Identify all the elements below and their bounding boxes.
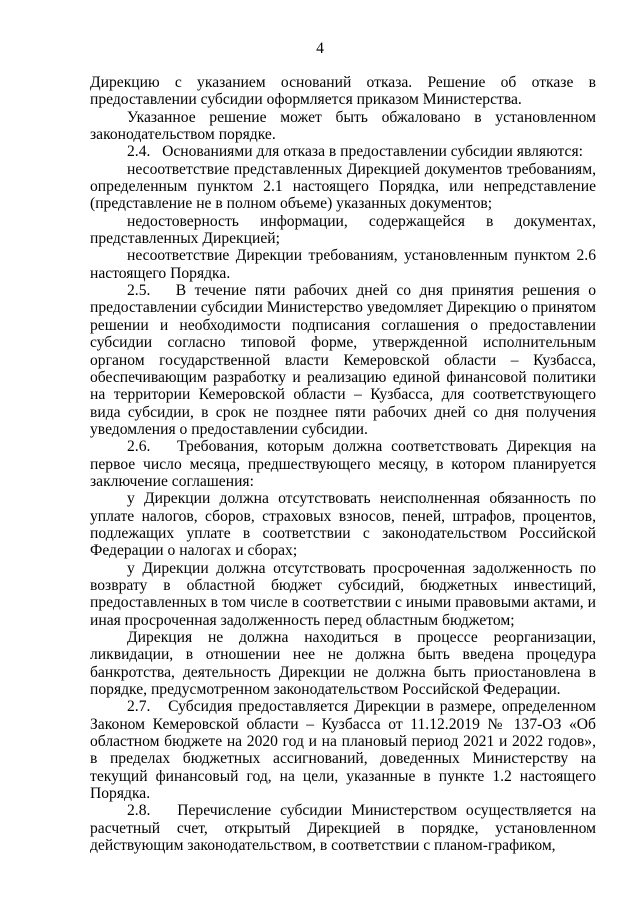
paragraph-2-6-item-2: у Дирекции должна отсутствовать просроченная задолженность по возврату в областной бюджет субсидий, бюджетных инвестиций, предоставленных в том числе в соответствии с иными правовыми актами, и иная просроченная задолженность перед областным бюджетом;	[90, 559, 596, 629]
document-body	[90, 74, 596, 854]
paragraph-2-4-item-1: несоответствие представленных Дирекцией документов требованиям, определенным пунктом 2.1 настоящего Порядка, или непредставление (представление не в полном объеме) указанных документов;	[90, 160, 596, 213]
paragraph-2-8: 2.8. Перечисление субсидии Министерством осуществляется на расчетный счет, открытый Дирекцией в порядке, установленном действующим законодательством, в соответствии с планом-графиком,	[90, 802, 596, 855]
paragraph-continuation: Дирекцию с указанием оснований отказа. Решение об отказе в предоставлении субсидии оформляется приказом Министерства.	[90, 74, 596, 109]
paragraph-2-4-item-2: недостоверность информации, содержащейся в документах, представленных Дирекцией;	[90, 212, 596, 248]
paragraph-2-6-item-3: Дирекция не должна находиться в процессе реорганизации, ликвидации, в отношении нее не должна быть введена процедура банкротства, деятельность Дирекции не должна быть приостановлена в порядке, предусмотренном законодательством Российской Федерации.	[90, 629, 596, 699]
page-number: 4	[316, 40, 324, 57]
paragraph-2-7: 2.7. Субсидия предоставляется Дирекции в размере, определенном Законом Кемеровской области – Кузбасса от 11.12.2019 № 137-ОЗ «Об областном бюджете на 2020 год и на плановый период 2021 и 2022 годов», в пределах бюджетных ассигнований, доведенных Министерству на текущий финансовый год, на цели, указанные в пункте 1.2 настоящего Порядка.	[90, 698, 596, 803]
paragraph-2-4-item-3: несоответствие Дирекции требованиям, установленным пунктом 2.6 настоящего Порядка.	[90, 247, 596, 282]
paragraph-appeal: Указанное решение может быть обжаловано в установленном законодательством порядке.	[90, 108, 596, 144]
paragraph-2-6: 2.6. Требования, которым должна соответствовать Дирекция на первое число месяца, предшествующего месяцу, в котором планируется заключение соглашения:	[90, 438, 596, 490]
paragraph-2-5: 2.5. В течение пяти рабочих дней со дня принятия решения о предоставлении субсидии Министерство уведомляет Дирекцию о принятом решении и необходимости подписания соглашения о предоставлении субсидии согласно типовой форме, утвержденной исполнительным органом государственной власти Кемеровской области – Кузбасса, обеспечивающим разработку и реализацию единой финансовой политики на территории Кемеровской области – Кузбасса, для соответствующего вида субсидии, в срок не позднее пяти рабочих дней со дня получения уведомления о предоставлении субсидии.	[90, 282, 596, 438]
paragraph-2-4: 2.4. Основаниями для отказа в предоставлении субсидии являются:	[127, 143, 583, 161]
paragraph-2-6-item-1: у Дирекции должна отсутствовать неисполненная обязанность по уплате налогов, сборов, страховых взносов, пеней, штрафов, процентов, подлежащих уплате в соответствии с законодательством Российской Федерации о налогах и сборах;	[90, 490, 596, 560]
